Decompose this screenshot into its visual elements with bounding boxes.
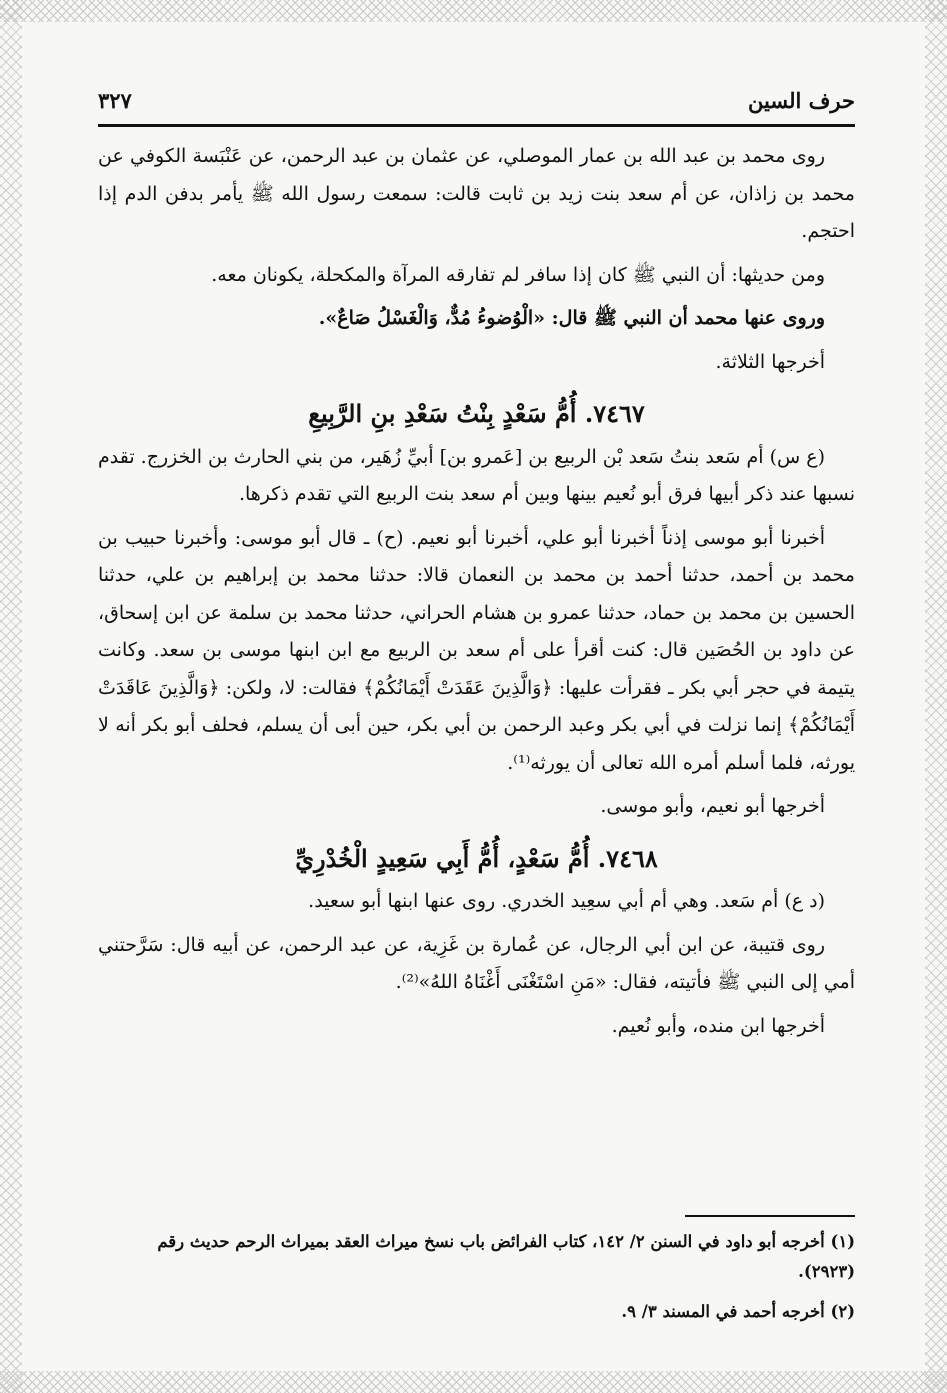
paragraph: أخرجها أبو نعيم، وأبو موسى.: [600, 795, 825, 817]
paragraph: وروى عنها محمد أن النبي ﷺ قال: «الْوُضوءُ مُدٌّ، وَالْغَسْلُ صَاعٌ».: [318, 307, 825, 329]
page-number: ٣٢٧: [98, 88, 132, 113]
footnote: (١) أخرجه أبو داود في السنن ٢/ ١٤٢، كتاب الفرائض باب نسخ ميراث العقد بميراث الرحم حديث رقم (٢٩٢٣).: [157, 1232, 855, 1281]
paragraph: أخرجها ابن منده، وأبو نُعيم.: [611, 1014, 825, 1037]
page-border-left: [0, 0, 22, 1393]
page-border-bottom: [0, 1371, 947, 1393]
running-header: [98, 88, 855, 127]
paragraph: (د ع) أم سَعد. وهي أم أبي سعِيد الخدري. روى عنها ابنها أبو سعيد.: [308, 890, 825, 912]
footnotes: [98, 1215, 855, 1337]
footnote: (٢) أخرجه أحمد في المسند ٣/ ٩.: [621, 1302, 855, 1321]
main-text: [98, 138, 855, 1051]
paragraph: أخبرنا أبو موسى إذناً أخبرنا أبو علي، أخبرنا أبو نعيم. (ح) ـ قال أبو موسى: وأخبرنا حبيب بن محمد بن أحمد، حدثنا أحمد بن محمد بن النعمان قالا: حدثنا محمد بن إبراهيم بن علي، حدثنا الحسين بن محمد بن حماد، حدثنا عمرو بن هشام الحراني، حدثنا محمد بن سلمة عن ابن إسحاق، عن داود بن الحُصَين قال: كنت أقرأ على أم سعد بن الربيع مع ابن ابنها موسى بن سعد. وكانت يتيمة في حجر أبي بكر ـ فقرأت عليها: ﴿وَالَّذِينَ عَقَدَتْ أَيْمَانُكُمْ﴾ فقالت: لا، ولكن: ﴿وَالَّذِينَ عَاقَدَتْ أَيْمَانُكُمْ﴾ إنما نزلت في أبي بكر وعبد الرحمن بن أبي بكر، حين أبى أن يسلم، فحلف أبو بكر أنه لا يورثه، فلما أسلم أمره الله تعالى أن يورثه⁽¹⁾.: [98, 526, 855, 774]
section-heading-7467: ٧٤٦٧. أُمُّ سَعْدٍ بِنْتُ سَعْدِ بنِ الرَّبِيعِ: [308, 399, 645, 428]
chapter-title: حرف السين: [748, 88, 855, 113]
paragraph: روى قتيبة، عن ابن أبي الرجال، عن عُمارة بن غَزِية، عن عبد الرحمن، عن أبيه قال: سَرَّحتني أمي إلى النبي ﷺ فأتيته، فقال: «مَنِ اسْتَغْنَى أَغْنَاهُ اللهُ»⁽²⁾.: [98, 933, 855, 993]
paragraph: أخرجها الثلاثة.: [715, 350, 825, 373]
section-heading-7468: ٧٤٦٨. أُمُّ سَعْدٍ، أُمُّ أَبِي سَعِيدٍ الْخُدْرِيِّ: [295, 843, 658, 873]
page-border-top: [0, 0, 947, 22]
paragraph: روى محمد بن عبد الله بن عمار الموصلي، عن عثمان بن عبد الرحمن، عن عَنْبَسة الكوفي عن محمد بن زاذان، عن أم سعد بنت زيد بن ثابت قالت: سمعت رسول الله ﷺ يأمر بدفن الدم إذا احتجم.: [98, 145, 855, 242]
page-border-right: [925, 0, 947, 1393]
footnote-rule: [685, 1215, 855, 1217]
paragraph: (ع س) أم سَعد بنتُ سَعد بْن الربيع بن [عَمرو بن] أبيِّ زُهَير، من بني الحارث بن الخزرج. تقدم نسبها عند ذكر أبيها فرق أبو نُعيم بينها وبين أم سعد بنت الربيع التي تقدم ذكرها.: [98, 445, 855, 505]
paragraph: ومن حديثها: أن النبي ﷺ كان إذا سافر لم تفارقه المرآة والمكحلة، يكونان معه.: [211, 263, 825, 286]
